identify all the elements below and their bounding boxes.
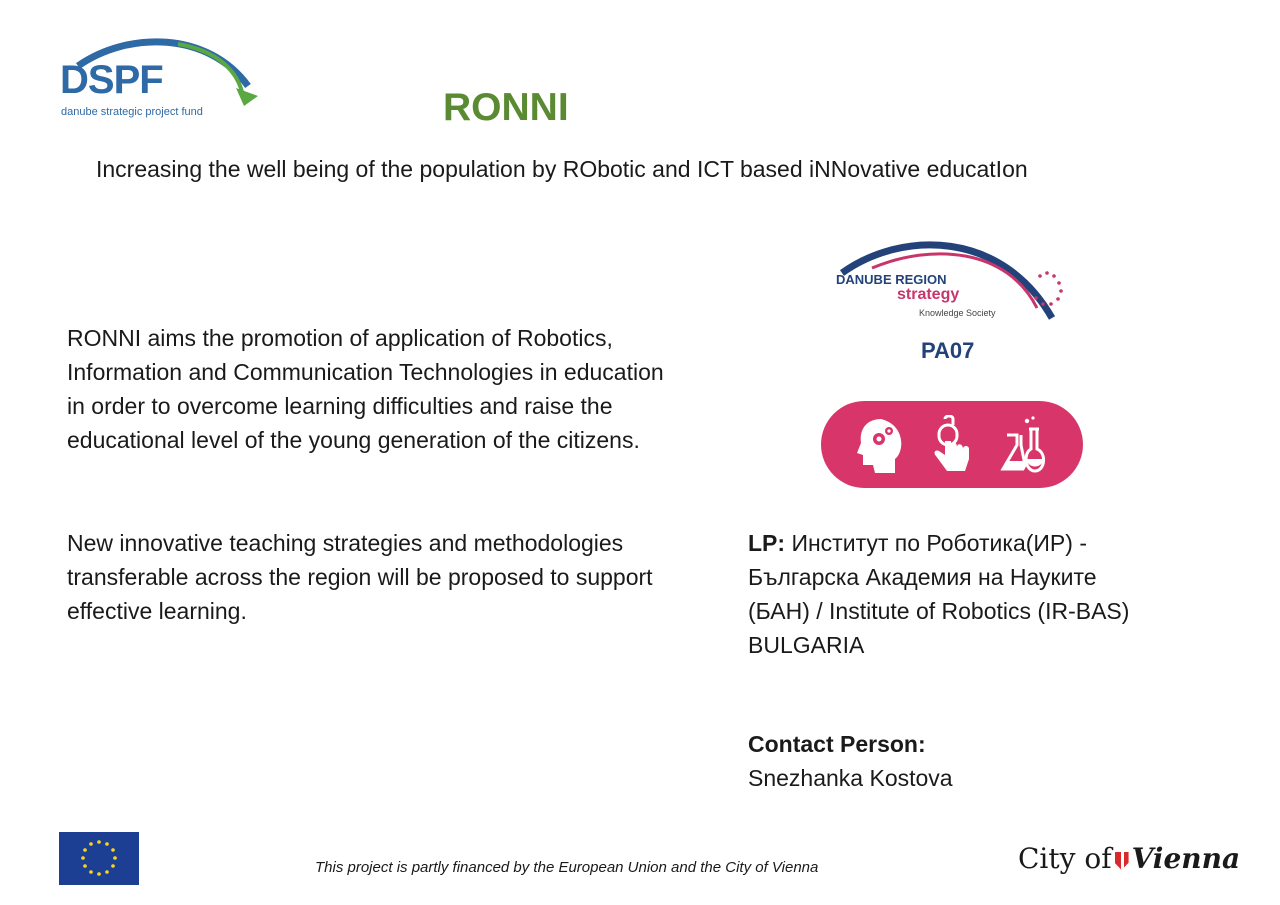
page-title: RONNI <box>443 86 569 129</box>
contact-person-label: Contact Person: <box>748 731 926 757</box>
funding-footnote: This project is partly financed by the European Union and the City of Vienna <box>315 859 819 876</box>
contact-person-name: Snezhanka Kostova <box>748 765 953 791</box>
danube-region-strategy-logo <box>832 238 1072 324</box>
dspf-logo <box>58 36 268 120</box>
drs-logo-line3: Knowledge Society <box>919 308 996 318</box>
description-paragraph-2: New innovative teaching strategies and methodologies transferable across the region will be proposed to support effective learning. <box>67 530 653 624</box>
drs-logo-line2: strategy <box>897 286 960 303</box>
eu-flag-icon <box>59 832 139 885</box>
priority-area-label: PA07 <box>921 338 975 363</box>
lead-partner-name: Институт по Роботика(ИР) - Българска Академия на Науките (БАН) / Institute of Robotics (IR-BAS) <box>748 530 1130 624</box>
city-of-vienna-name: Vienna <box>1131 842 1241 875</box>
page-subtitle: Increasing the well being of the population by RObotic and ICT based iNNovative educatIon <box>96 156 1028 182</box>
dspf-logo-text: DSPF <box>60 58 163 102</box>
lab-flasks-icon <box>997 415 1053 475</box>
hand-mouse-icon <box>923 415 979 475</box>
city-of-vienna-prefix: City of <box>1018 842 1112 875</box>
eu-stars-icon <box>59 832 139 885</box>
drs-logo-line1: DANUBE REGION <box>836 272 947 287</box>
head-gears-icon <box>855 415 911 475</box>
lead-partner-block <box>748 526 1148 662</box>
lead-partner-country: BULGARIA <box>748 632 865 658</box>
knowledge-society-icons <box>821 401 1083 488</box>
lead-partner-label: LP: <box>748 530 786 556</box>
city-of-vienna-logo <box>1018 842 1240 875</box>
description-paragraph-1: RONNI aims the promotion of application of Robotics, Information and Communication Technologies in education in order to overcome learning difficulties and raise the educational level of the young generation of the citizens. <box>67 325 664 453</box>
dspf-logo-subtext: danube strategic project fund <box>61 106 203 118</box>
vienna-shield-icon <box>1115 852 1129 870</box>
